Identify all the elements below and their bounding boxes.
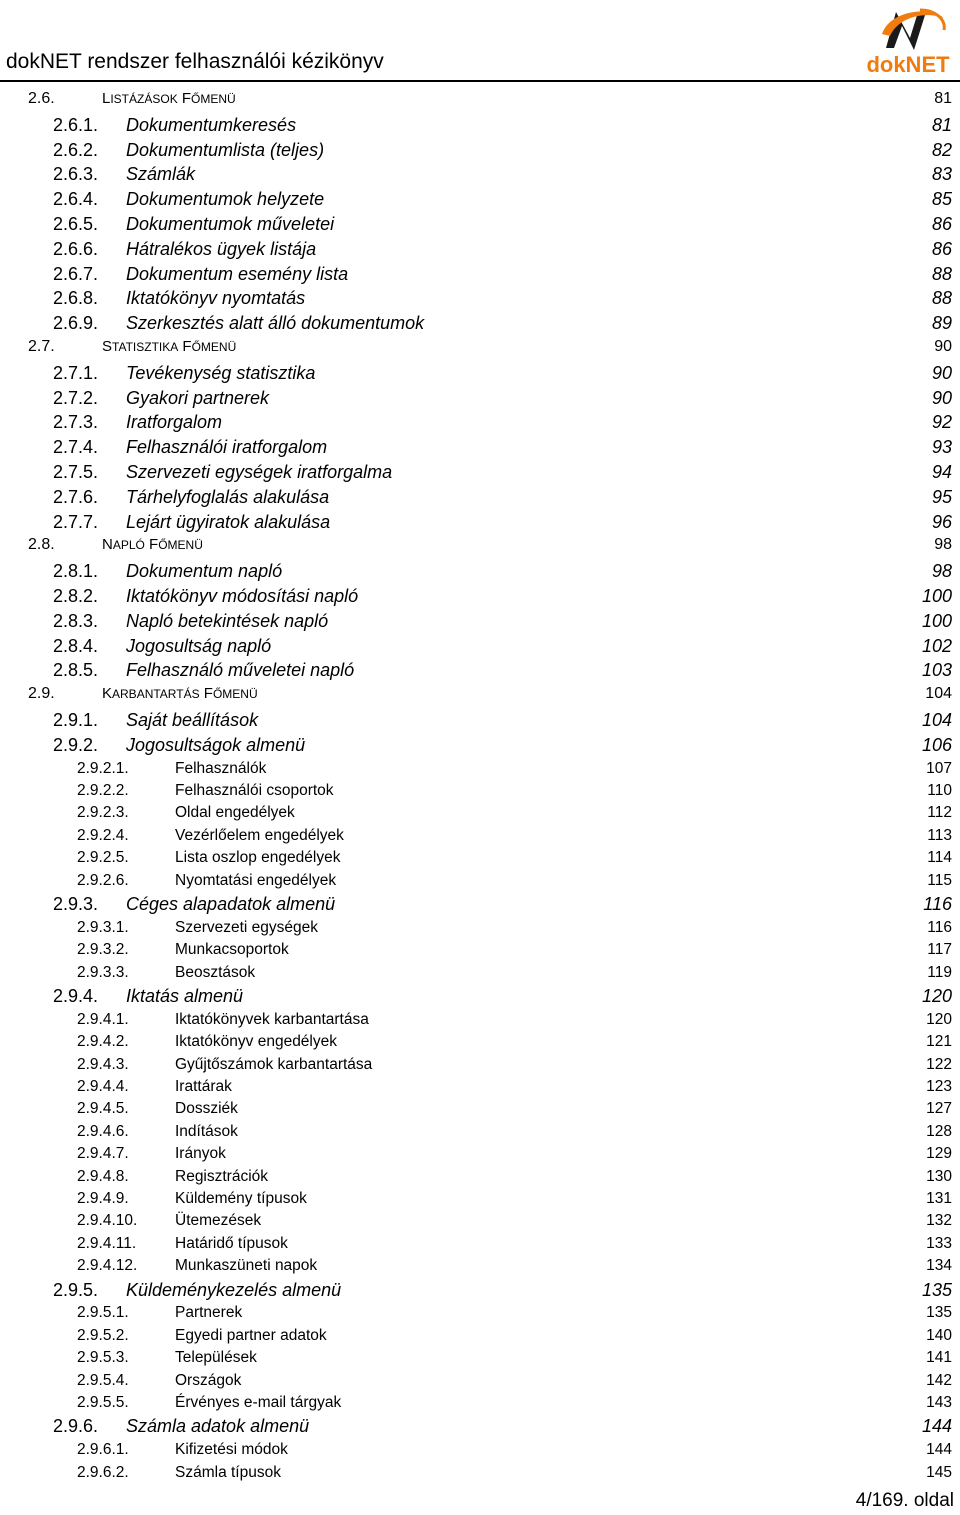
toc-entry-title: Céges alapadatok almenü: [126, 894, 336, 914]
toc-entry-page: 89: [931, 313, 952, 334]
toc-entry-number: 2.9.4.5.: [77, 1100, 129, 1118]
toc-entry-page: 100: [921, 610, 952, 631]
toc-entry-number: 2.6.5.: [53, 214, 99, 234]
toc-entry-title: Országok: [175, 1371, 242, 1389]
toc-entry-page: 144: [921, 1416, 952, 1437]
toc-entry-page: 86: [931, 214, 952, 234]
toc-entry[interactable]: [0, 164, 960, 188]
toc-entry[interactable]: [0, 827, 960, 851]
page-number: 4/169. oldal: [855, 1490, 954, 1511]
toc-entry-number: 2.8.1.: [53, 561, 99, 582]
toc-entry-title: Dokumentum napló: [126, 561, 283, 582]
toc-entry[interactable]: [0, 1145, 960, 1169]
toc-entry-title: Gyakori partnerek: [126, 387, 270, 408]
toc-entry-title: Saját beállítások: [126, 710, 259, 730]
toc-entry-title: Munkacsoportok: [175, 941, 289, 959]
toc-entry-title: Napló betekintések napló: [126, 610, 329, 631]
toc-entry[interactable]: [0, 561, 960, 585]
toc-entry-page: 98: [931, 561, 952, 582]
toc-entry[interactable]: [0, 462, 960, 486]
toc-entry[interactable]: [0, 214, 960, 238]
toc-entry[interactable]: [0, 760, 960, 784]
toc-entry-number: 2.9.4.4.: [77, 1078, 129, 1095]
toc-entry[interactable]: [0, 1372, 960, 1396]
toc-entry-title: KARBANTARTÁS FŐMENÜ: [102, 685, 258, 703]
toc-entry-number: 2.7.3.: [53, 412, 99, 433]
toc-entry-page: 107: [926, 759, 952, 777]
toc-entry-title: Lista oszlop engedélyek: [175, 849, 341, 867]
toc-entry-page: 106: [921, 734, 952, 755]
toc-entry-page: 117: [927, 941, 952, 959]
toc-entry-page: 90: [931, 387, 952, 408]
toc-entry[interactable]: [0, 986, 960, 1010]
toc-entry-page: 90: [931, 362, 952, 383]
toc-entry-number: 2.9.2.5.: [77, 849, 129, 867]
toc-entry[interactable]: [0, 512, 960, 536]
toc-entry[interactable]: [0, 288, 960, 312]
document-title: dokNET rendszer felhasználói kézikönyv: [6, 50, 384, 73]
toc-entry[interactable]: [0, 1349, 960, 1373]
toc-entry-title: Lejárt ügyiratok alakulása: [126, 511, 331, 532]
toc-entry-title: Dokumentumkeresés: [126, 114, 297, 135]
toc-entry-page: 119: [927, 963, 952, 981]
toc-entry-number: 2.7.: [28, 338, 55, 355]
toc-entry-page: 127: [926, 1100, 952, 1118]
toc-entry-number: 2.9.6.2.: [77, 1463, 129, 1481]
toc-entry-page: 129: [926, 1145, 952, 1163]
toc-entry-page: 143: [926, 1394, 952, 1411]
toc-entry[interactable]: [0, 1168, 960, 1192]
doknet-logo-icon: [860, 4, 956, 76]
toc-entry[interactable]: [0, 1078, 960, 1102]
toc-entry[interactable]: [0, 586, 960, 610]
toc-entry[interactable]: [0, 1441, 960, 1465]
toc-entry-number: 2.6.3.: [53, 164, 99, 185]
toc-entry-number: 2.8.4.: [53, 635, 99, 656]
toc-entry[interactable]: [0, 1257, 960, 1281]
toc-entry-title: Küldemény típusok: [175, 1190, 307, 1207]
toc-entry-title: Szervezeti egységek: [175, 918, 319, 936]
toc-entry[interactable]: [0, 1033, 960, 1057]
toc-entry-page: 115: [927, 871, 952, 889]
toc-entry-page: 95: [931, 486, 952, 507]
toc-entry-page: 131: [926, 1190, 952, 1207]
toc-entry-number: 2.9.4.8.: [77, 1167, 129, 1185]
toc-entry[interactable]: [0, 804, 960, 828]
toc-entry[interactable]: [0, 782, 960, 806]
toc-entry-page: 85: [931, 189, 952, 210]
toc-entry-page: 81: [931, 114, 952, 135]
toc-entry-number: 2.9.6.: [53, 1416, 99, 1437]
toc-entry-page: 134: [926, 1257, 952, 1275]
toc-entry[interactable]: [0, 140, 960, 164]
toc-entry-title: Vezérlőelem engedélyek: [175, 826, 344, 844]
toc-entry-number: 2.7.7.: [53, 511, 99, 532]
toc-entry-number: 2.9.5.4.: [77, 1371, 129, 1389]
toc-entry[interactable]: [0, 660, 960, 684]
toc-entry-number: 2.9.5.2.: [77, 1326, 129, 1344]
toc-entry-number: 2.9.5.1.: [77, 1304, 129, 1322]
toc-entry[interactable]: [0, 189, 960, 213]
toc-entry-number: 2.7.2.: [53, 387, 99, 408]
toc-entry-title: Partnerek: [175, 1304, 243, 1322]
toc-entry-title: Tevékenység statisztika: [126, 362, 316, 383]
toc-entry-title: Beosztások: [175, 963, 256, 981]
toc-entry[interactable]: [0, 919, 960, 943]
toc-entry[interactable]: [0, 964, 960, 988]
toc-entry[interactable]: [0, 872, 960, 896]
toc-entry-page: 116: [927, 918, 952, 936]
toc-entry-title: Iratforgalom: [126, 412, 223, 433]
toc-entry-number: 2.8.2.: [53, 586, 99, 606]
toc-entry-number: 2.9.2.4.: [77, 826, 129, 844]
toc-entry[interactable]: [0, 1416, 960, 1440]
toc-entry-title: Irányok: [175, 1145, 226, 1163]
toc-entry-title: Iktatókönyv nyomtatás: [126, 288, 306, 309]
toc-entry-page: 104: [921, 710, 952, 730]
toc-entry-title: Számla adatok almenü: [126, 1416, 310, 1437]
toc-entry-page: 144: [926, 1441, 952, 1459]
toc-entry[interactable]: [0, 1235, 960, 1259]
toc-entry-page: 102: [921, 635, 952, 656]
toc-entry-page: 132: [926, 1212, 952, 1230]
toc-entry-title: Kifizetési módok: [175, 1441, 288, 1459]
toc-entry-title: Érvényes e-mail tárgyak: [175, 1394, 342, 1411]
toc-entry-title: Gyűjtőszámok karbantartása: [175, 1055, 373, 1073]
toc-entry-page: 93: [931, 437, 952, 458]
toc-entry-page: 120: [921, 986, 952, 1006]
toc-entry-number: 2.7.6.: [53, 486, 99, 507]
toc-entry-number: 2.9.5.5.: [77, 1394, 129, 1411]
toc-entry-title: Oldal engedélyek: [175, 804, 295, 822]
toc-entry-number: 2.9.2.6.: [77, 871, 129, 889]
toc-entry-number: 2.9.4.2.: [77, 1033, 129, 1051]
toc-entry[interactable]: [0, 1394, 960, 1418]
toc-entry-number: 2.9.3.3.: [77, 963, 129, 981]
toc-entry-number: 2.9.4.9.: [77, 1190, 129, 1207]
toc-entry-page: 96: [931, 511, 952, 532]
toc-entry[interactable]: [0, 363, 960, 387]
toc-entry-page: 90: [934, 338, 952, 355]
toc-entry-title: Számla típusok: [175, 1463, 281, 1481]
toc-entry-title: Dokumentum esemény lista: [126, 263, 349, 284]
toc-entry-page: 135: [926, 1304, 952, 1322]
toc-entry-title: Munkaszüneti napok: [175, 1257, 318, 1275]
toc-entry-page: 122: [926, 1055, 952, 1073]
toc-entry-number: 2.9.4.10.: [77, 1212, 138, 1230]
toc-entry-page: 116: [923, 894, 952, 914]
toc-entry-title: Települések: [175, 1349, 257, 1367]
toc-entry-title: Iktatás almenü: [126, 986, 244, 1006]
toc-entry[interactable]: [0, 1011, 960, 1035]
toc-entry-number: 2.9.3.1.: [77, 918, 129, 936]
toc-entry-title: Felhasználói iratforgalom: [126, 437, 328, 458]
toc-entry-number: 2.9.: [28, 685, 55, 703]
toc-entry-title: Tárhelyfoglalás alakulása: [126, 486, 330, 507]
toc-entry[interactable]: [0, 388, 960, 412]
toc-entry-page: 130: [926, 1167, 952, 1185]
toc-entry[interactable]: [0, 115, 960, 139]
toc-entry-title: Ütemezések: [175, 1212, 262, 1230]
toc-entry-page: 133: [926, 1234, 952, 1252]
toc-entry[interactable]: [0, 1212, 960, 1236]
toc-entry-title: Dokumentumok helyzete: [126, 189, 325, 210]
toc-entry-title: Jogosultságok almenü: [126, 734, 306, 755]
toc-entry-number: 2.7.4.: [53, 437, 99, 458]
toc-entry-number: 2.9.4.1.: [77, 1010, 129, 1028]
toc-entry-page: 98: [934, 536, 952, 554]
toc-entry-page: 86: [931, 238, 952, 259]
toc-entry[interactable]: [0, 1123, 960, 1147]
toc-entry-page: 128: [926, 1122, 952, 1140]
logo-text: dokNET: [866, 52, 950, 76]
toc-entry[interactable]: [0, 90, 960, 114]
toc-entry-page: 88: [931, 288, 952, 309]
toc-entry-number: 2.9.1.: [53, 710, 99, 730]
toc-entry-page: 92: [931, 412, 952, 433]
toc-entry-number: 2.9.2.: [53, 734, 99, 755]
toc-entry-number: 2.8.3.: [53, 610, 99, 631]
toc-entry[interactable]: [0, 1100, 960, 1124]
toc-entry-title: LISTÁZÁSOK FŐMENÜ: [102, 90, 236, 107]
toc-entry-page: 104: [925, 685, 952, 703]
toc-entry-number: 2.9.3.2.: [77, 941, 129, 959]
toc-entry-title: STATISZTIKA FŐMENÜ: [102, 338, 237, 355]
toc-entry-title: Dokumentumok műveletei: [126, 214, 335, 234]
toc-entry-title: Iktatókönyvek karbantartása: [175, 1010, 369, 1028]
toc-entry[interactable]: [0, 338, 960, 362]
toc-entry-number: 2.9.3.: [53, 894, 99, 914]
header-divider: [0, 80, 960, 82]
toc-entry[interactable]: [0, 1280, 960, 1304]
toc-entry[interactable]: [0, 437, 960, 461]
toc-entry-page: 114: [927, 849, 952, 867]
toc-entry-title: Iktatókönyv módosítási napló: [126, 586, 359, 606]
toc-entry[interactable]: [0, 894, 960, 918]
toc-entry-title: Egyedi partner adatok: [175, 1326, 327, 1344]
toc-entry[interactable]: [0, 536, 960, 560]
toc-entry-page: 100: [921, 586, 952, 606]
toc-entry[interactable]: [0, 1327, 960, 1351]
toc-entry-page: 112: [927, 804, 952, 822]
toc-entry-page: 140: [926, 1326, 952, 1344]
toc-entry[interactable]: [0, 685, 960, 709]
toc-entry-title: Szerkesztés alatt álló dokumentumok: [126, 313, 425, 334]
toc-entry-number: 2.8.: [28, 536, 55, 554]
toc-entry[interactable]: [0, 710, 960, 734]
toc-entry-number: 2.6.9.: [53, 313, 99, 334]
toc-entry[interactable]: [0, 1056, 960, 1080]
toc-entry-number: 2.9.4.3.: [77, 1055, 129, 1073]
toc-entry-number: 2.6.7.: [53, 263, 99, 284]
toc-entry-title: Indítások: [175, 1122, 238, 1140]
toc-entry[interactable]: [0, 487, 960, 511]
toc-entry-number: 2.9.4.6.: [77, 1122, 129, 1140]
toc-entry-title: Dokumentumlista (teljes): [126, 139, 325, 160]
toc-entry[interactable]: [0, 849, 960, 873]
toc-entry-title: Felhasználói csoportok: [175, 782, 334, 799]
toc-entry-title: Nyomtatási engedélyek: [175, 871, 337, 889]
toc-entry-page: 135: [921, 1279, 952, 1300]
toc-entry-number: 2.9.4.7.: [77, 1145, 129, 1163]
toc-entry-page: 103: [921, 660, 952, 681]
toc-entry[interactable]: [0, 313, 960, 337]
toc-entry-title: Számlák: [126, 164, 196, 185]
toc-entry-number: 2.9.2.3.: [77, 804, 129, 822]
toc-entry-number: 2.9.4.12.: [77, 1257, 138, 1275]
toc-entry[interactable]: [0, 1190, 960, 1214]
toc-entry-title: Iktatókönyv engedélyek: [175, 1033, 337, 1051]
toc-entry-page: 82: [931, 139, 952, 160]
toc-entry-page: 88: [931, 263, 952, 284]
toc-entry-number: 2.9.2.1.: [77, 759, 129, 777]
toc-entry-number: 2.9.5.: [53, 1279, 99, 1300]
toc-entry[interactable]: [0, 941, 960, 965]
toc-entry-page: 113: [927, 826, 952, 844]
toc-entry-page: 123: [926, 1078, 952, 1095]
toc-entry-number: 2.6.: [28, 90, 55, 107]
toc-entry-title: Regisztrációk: [175, 1167, 269, 1185]
toc-entry-title: NAPLÓ FŐMENÜ: [102, 536, 203, 554]
toc-entry-title: Felhasználók: [175, 759, 267, 777]
toc-entry-title: Szervezeti egységek iratforgalma: [126, 462, 393, 482]
toc-entry-number: 2.9.2.2.: [77, 782, 129, 799]
toc-entry-page: 121: [926, 1033, 952, 1051]
toc-entry-number: 2.6.1.: [53, 114, 99, 135]
toc-entry[interactable]: [0, 412, 960, 436]
toc-entry-page: 141: [926, 1349, 952, 1367]
toc-entry-title: Felhasználó műveletei napló: [126, 660, 355, 681]
toc-entry[interactable]: [0, 636, 960, 660]
toc-entry-page: 145: [926, 1463, 952, 1481]
toc-entry[interactable]: [0, 611, 960, 635]
toc-entry-title: Irattárak: [175, 1078, 232, 1095]
toc-entry-number: 2.6.2.: [53, 139, 99, 160]
toc-entry-number: 2.9.5.3.: [77, 1349, 129, 1367]
toc-entry-number: 2.7.1.: [53, 362, 99, 383]
toc-entry[interactable]: [0, 735, 960, 759]
toc-entry-title: Küldeménykezelés almenü: [126, 1279, 342, 1300]
toc-entry[interactable]: [0, 1464, 960, 1488]
toc-entry-page: 142: [926, 1371, 952, 1389]
toc-entry-title: Jogosultság napló: [126, 635, 272, 656]
toc-entry-page: 94: [931, 462, 952, 482]
toc-entry-page: 83: [931, 164, 952, 185]
toc-entry-page: 81: [934, 90, 952, 107]
doknet-logo: [860, 4, 956, 76]
toc-entry-page: 120: [926, 1010, 952, 1028]
toc-entry-number: 2.6.4.: [53, 189, 99, 210]
toc-entry-number: 2.9.4.: [53, 986, 99, 1006]
toc-entry-number: 2.6.6.: [53, 238, 99, 259]
toc-entry-number: 2.7.5.: [53, 462, 99, 482]
toc-entry-title: Hátralékos ügyek listája: [126, 238, 317, 259]
toc-entry-number: 2.9.6.1.: [77, 1441, 129, 1459]
toc-entry[interactable]: [0, 239, 960, 263]
toc-entry-title: Dossziék: [175, 1100, 238, 1118]
toc-entry[interactable]: [0, 264, 960, 288]
toc-entry-page: 110: [927, 782, 952, 799]
toc-entry-number: 2.9.4.11.: [77, 1234, 137, 1252]
toc-entry[interactable]: [0, 1304, 960, 1328]
toc-entry-number: 2.6.8.: [53, 288, 99, 309]
toc-entry-title: Határidő típusok: [175, 1234, 288, 1252]
page-header: [0, 0, 960, 84]
toc-entry-number: 2.8.5.: [53, 660, 99, 681]
